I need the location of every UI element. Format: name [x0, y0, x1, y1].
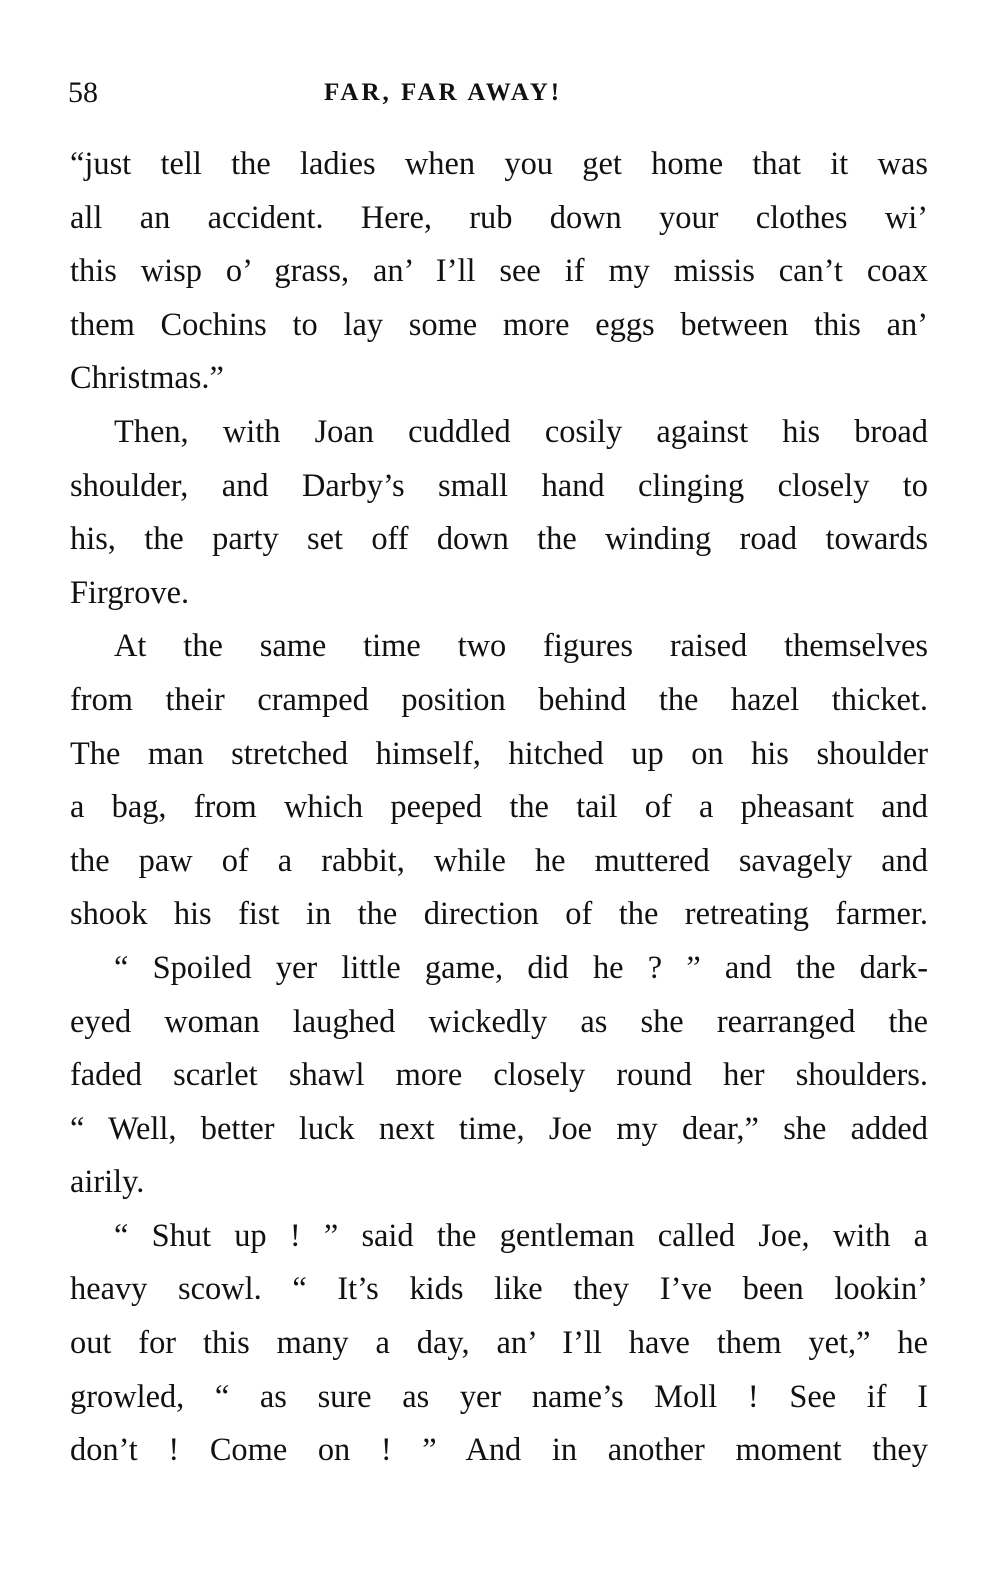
paragraph-first-line: “ Shut up ! ” said the gentleman called Joe, with a	[114, 1217, 928, 1254]
paragraph-first-line: At the same time two figures raised themselves	[114, 628, 928, 665]
running-title: FAR, FAR AWAY!	[324, 79, 563, 106]
text-line: “just tell the ladies when you get home that it was	[70, 146, 928, 182]
paragraph-first-line: Then, with Joan cuddled cosily against his broad	[114, 413, 928, 450]
text-line: the paw of a rabbit, while he muttered savagely and	[70, 842, 928, 879]
text-line: eyed woman laughed wickedly as she rearranged the	[70, 1003, 928, 1040]
text-line: growled, “ as sure as yer name’s Moll ! See if I	[70, 1378, 928, 1415]
text-line: don’t ! Come on ! ” And in another moment they	[70, 1432, 928, 1469]
text-line: airily.	[70, 1164, 145, 1201]
text-line: all an accident. Here, rub down your clothes wi’	[70, 199, 928, 236]
text-line: heavy scowl. “ It’s kids like they I’ve been lookin’	[70, 1271, 928, 1308]
text-line: out for this many a day, an’ I’ll have them yet,” he	[70, 1325, 928, 1362]
text-line: his, the party set off down the winding road towards	[70, 521, 928, 558]
text-line: them Cochins to lay some more eggs between this an’	[70, 306, 928, 343]
text-line: Firgrove.	[70, 574, 190, 611]
page-number: 58	[68, 76, 98, 109]
text-line: shook his fist in the direction of the retreating farmer.	[70, 896, 928, 933]
text-line: faded scarlet shawl more closely round her shoulders.	[70, 1057, 928, 1094]
text-line: shoulder, and Darby’s small hand clinging closely to	[70, 467, 928, 504]
text-line: from their cramped position behind the hazel thicket.	[70, 681, 928, 718]
page-header	[68, 68, 930, 118]
text-line: The man stretched himself, hitched up on his shoulder	[70, 735, 928, 772]
text-line: this wisp o’ grass, an’ I’ll see if my missis can’t coax	[70, 253, 928, 290]
paragraph-first-line: “ Spoiled yer little game, did he ? ” and the dark-	[114, 949, 928, 986]
text-line: “ Well, better luck next time, Joe my dear,” she added	[70, 1110, 928, 1147]
body-text	[70, 138, 928, 1478]
text-line: a bag, from which peeped the tail of a pheasant and	[70, 789, 928, 826]
text-line: Christmas.”	[70, 360, 224, 397]
